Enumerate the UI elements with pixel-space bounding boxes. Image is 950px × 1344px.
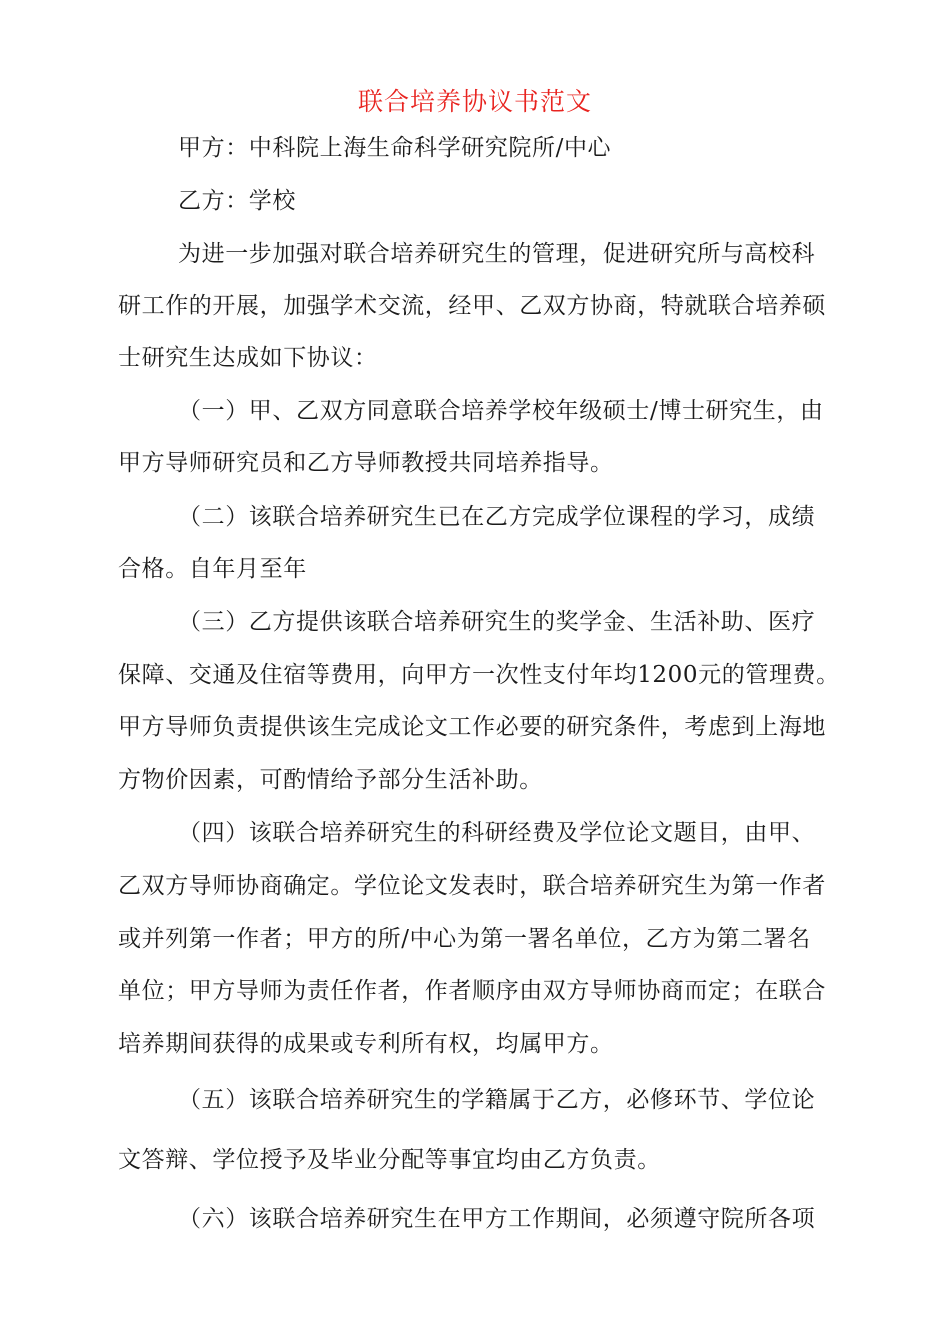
clause-3-line: （三）乙方提供该联合培养研究生的奖学金、生活补助、医疗 xyxy=(178,609,816,635)
clause-4-line: 单位；甲方导师为责任作者，作者顺序由双方导师协商而定；在联合 xyxy=(118,978,826,1004)
clause-3-line: 保障、交通及住宿等费用，向甲方一次性支付年均1200元的管理费。 xyxy=(118,662,840,688)
clause-4-line: 培养期间获得的成果或专利所有权，均属甲方。 xyxy=(118,1031,614,1057)
clause-4-line: 乙双方导师协商确定。学位论文发表时，联合培养研究生为第一作者 xyxy=(118,873,826,899)
party-a-line: 甲方：中科院上海生命科学研究院所/中心 xyxy=(178,135,612,161)
intro-line: 士研究生达成如下协议： xyxy=(118,345,378,371)
clause-5-line: （五）该联合培养研究生的学籍属于乙方，必修环节、学位论 xyxy=(178,1087,816,1113)
document-title: 联合培养协议书范文 xyxy=(357,87,592,116)
clause-3-line: 方物价因素，可酌情给予部分生活补助。 xyxy=(118,767,543,793)
clause-2-line: （二）该联合培养研究生已在乙方完成学位课程的学习，成绩 xyxy=(178,504,816,530)
clause-5-line: 文答辩、学位授予及毕业分配等事宜均由乙方负责。 xyxy=(118,1147,661,1173)
intro-line: 为进一步加强对联合培养研究生的管理，促进研究所与高校科 xyxy=(178,241,816,267)
clause-1-line: （一）甲、乙双方同意联合培养学校年级硕士/博士研究生，由 xyxy=(178,398,824,424)
clause-4-line: （四）该联合培养研究生的科研经费及学位论文题目，由甲、 xyxy=(178,820,816,846)
clause-3-line: 甲方导师负责提供该生完成论文工作必要的研究条件，考虑到上海地 xyxy=(118,714,826,740)
clause-4-line: 或并列第一作者；甲方的所/中心为第一署名单位，乙方为第二署名 xyxy=(118,926,811,952)
intro-line: 研工作的开展，加强学术交流，经甲、乙双方协商，特就联合培养硕 xyxy=(118,293,826,319)
clause-1-line: 甲方导师研究员和乙方导师教授共同培养指导。 xyxy=(118,450,614,476)
clause-2-line: 合格。自年月至年 xyxy=(118,556,307,582)
clause-6-line: （六）该联合培养研究生在甲方工作期间，必须遵守院所各项 xyxy=(178,1206,816,1232)
party-b-line: 乙方：学校 xyxy=(178,188,296,214)
